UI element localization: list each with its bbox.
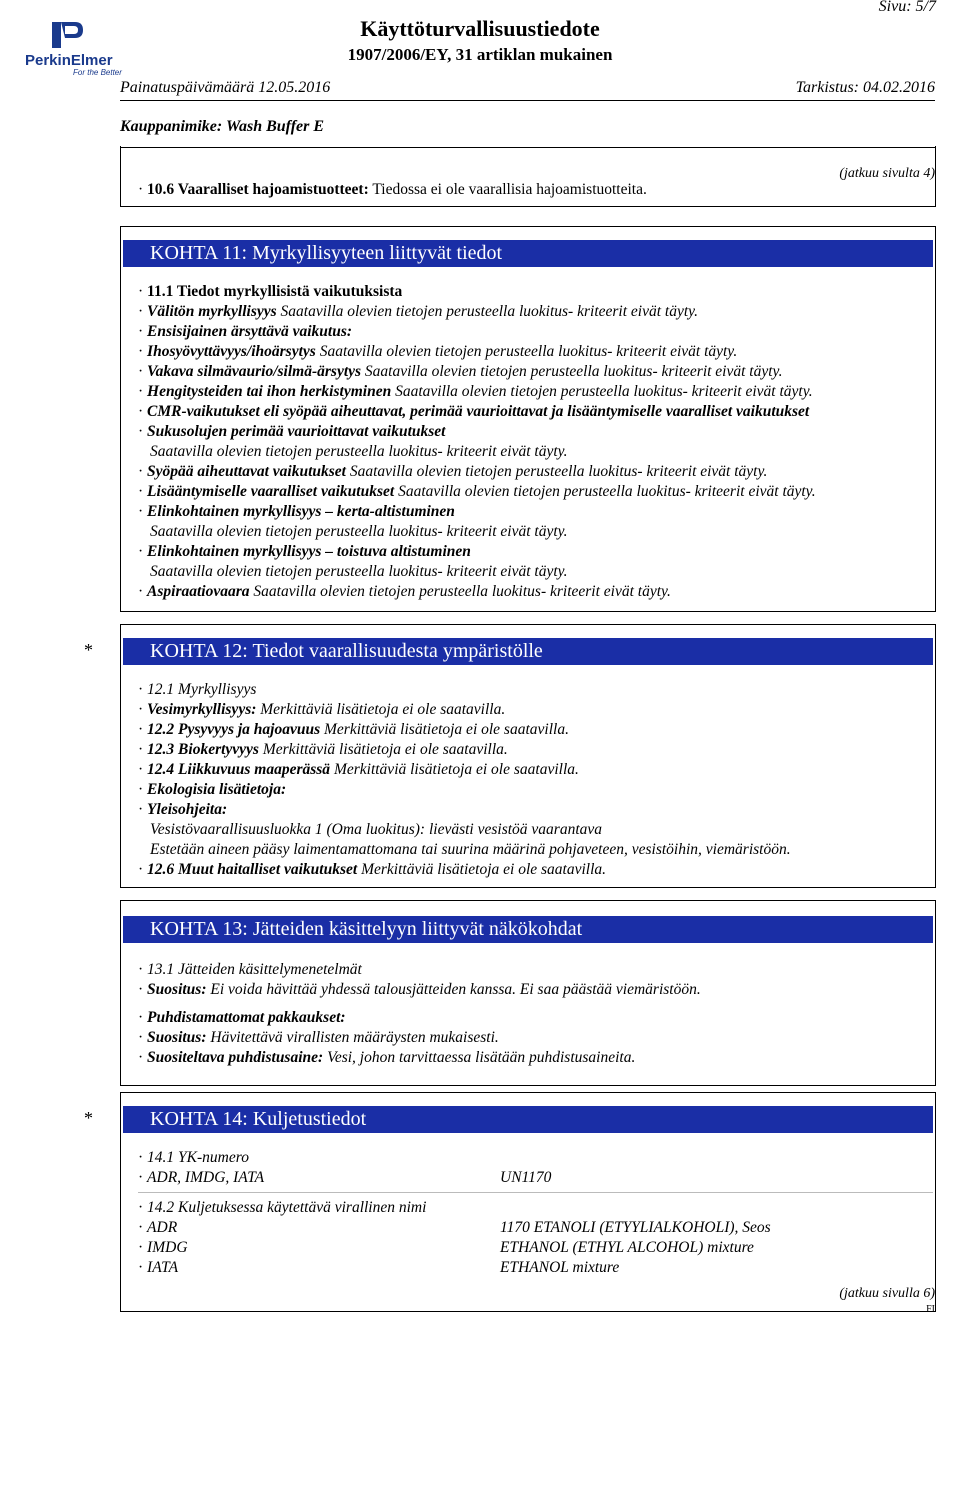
s12-l6: Ekologisia lisätietoja:	[147, 781, 287, 798]
s12-line-2: · Vesimyrkyllisyys: Merkittäviä lisätietoja ei ole saatavilla.	[138, 701, 506, 718]
s13-line-3: · Puhdistamattomat pakkaukset:	[138, 1009, 346, 1026]
s14-line-1: · 14.1 YK-numero	[138, 1149, 249, 1166]
s11-l4b: Saatavilla olevien tietojen perusteella luokitus- kriteerit eivät täyty.	[319, 343, 738, 360]
s14-line-5: · IMDG	[138, 1239, 188, 1256]
page-number: Sivu: 5/7	[878, 0, 936, 15]
section-14-header	[123, 1106, 933, 1133]
s11-line-10: · Syöpää aiheuttavat vaikutukset Saatavilla olevien tietojen perusteella luokitus- kriteerit eivät täyty.	[138, 463, 768, 480]
s11-l12: Elinkohtainen myrkyllisyys – kerta-altistuminen	[147, 503, 455, 520]
s11-l8: Sukusolujen perimää vaurioittavat vaikutukset	[147, 423, 446, 440]
s11-l13: Saatavilla olevien tietojen perusteella luokitus- kriteerit eivät täyty.	[150, 523, 568, 540]
s11-line-12: · Elinkohtainen myrkyllisyys – kerta-altistuminen	[138, 503, 455, 520]
s12-l8: Vesistövaarallisuusluokka 1 (Oma luokitus): lievästi vesistöä vaarantava	[150, 821, 603, 838]
s13-line-1: · 13.1 Jätteiden käsittelymenetelmät	[138, 961, 362, 978]
s14-line-6: · IATA	[138, 1259, 179, 1276]
s11-l6b: Saatavilla olevien tietojen perusteella luokitus- kriteerit eivät täyty.	[395, 383, 813, 400]
s13-line-4: · Suositus: Hävitettävä virallisten määräysten mukaisesti.	[138, 1029, 499, 1046]
s12-l3b: Merkittäviä lisätietoja ei ole saatavilla.	[324, 721, 569, 738]
s11-line-11: · Lisääntymiselle vaaralliset vaikutukset Saatavilla olevien tietojen perusteella luokitus- kriteerit eivät täyty.	[138, 483, 816, 500]
s13-line-5: · Suositeltava puhdistusaine: Vesi, johon tarvittaessa lisätään puhdistusaineita.	[138, 1049, 636, 1066]
s11-l16a: Aspiraatiovaara	[147, 583, 250, 600]
s11-line-5: · Vakava silmävaurio/silmä-ärsytys Saatavilla olevien tietojen perusteella luokitus- kriteerit eivät täyty.	[138, 363, 783, 380]
s13-l5b: Vesi, johon tarvittaessa lisätään puhdistusaineita.	[327, 1049, 636, 1066]
continued-from: (jatkuu sivulta 4)	[839, 166, 935, 181]
s12-l7: Yleisohjeita:	[147, 801, 228, 818]
s12-l10a: 12.6 Muut haitalliset vaikutukset	[147, 861, 358, 878]
s12-line-1: · 12.1 Myrkyllisyys	[138, 681, 257, 698]
header-rule	[120, 100, 935, 101]
s12-l10b: Merkittäviä lisätietoja ei ole saatavilla.	[361, 861, 607, 878]
s11-l3: Ensisijainen ärsyttävä vaikutus:	[147, 323, 353, 340]
s11-line-9	[150, 442, 568, 462]
s11-l11a: Lisääntymiselle vaaralliset vaikutukset	[147, 483, 395, 500]
s12-l4b: Merkittäviä lisätietoja ei ole saatavilla.	[262, 741, 508, 758]
s10-6-text: Tiedossa ei ole vaarallisia hajoamistuotteita.	[372, 181, 647, 198]
s11-l1: 11.1 Tiedot myrkyllisistä vaikutuksista	[147, 283, 403, 300]
s11-line-3: · Ensisijainen ärsyttävä vaikutus:	[138, 323, 353, 340]
logo-text: PerkinElmer	[25, 52, 113, 69]
s11-l5a: Vakava silmävaurio/silmä-ärsytys	[147, 363, 362, 380]
s12-line-10: · 12.6 Muut haitalliset vaikutukset Merkittäviä lisätietoja ei ole saatavilla.	[138, 861, 607, 878]
s11-l10a: Syöpää aiheuttavat vaikutukset	[147, 463, 346, 480]
s11-line-8: · Sukusolujen perimää vaurioittavat vaikutukset	[138, 423, 446, 440]
s14-l3: 14.2 Kuljetuksessa käytettävä virallinen nimi	[147, 1199, 427, 1216]
s12-line-3: · 12.2 Pysyvyys ja hajoavuus Merkittäviä lisätietoja ei ole saatavilla.	[138, 721, 569, 738]
s13-l4b: Hävitettävä virallisten määräysten mukaisesti.	[210, 1029, 499, 1046]
s14-adr-name: 1170 ETANOLI (ETYYLIALKOHOLI), Seos	[500, 1219, 771, 1236]
s12-line-4: · 12.3 Biokertyvyys Merkittäviä lisätietoja ei ole saatavilla.	[138, 741, 508, 758]
s14-l5a: IMDG	[147, 1239, 188, 1256]
s14-un-number: UN1170	[500, 1169, 552, 1186]
s14-l4a: ADR	[147, 1219, 178, 1236]
s14-divider	[138, 1192, 933, 1193]
s11-line-7: · CMR-vaikutukset eli syöpää aiheuttavat, perimää vaurioittavat ja lisääntymiselle vaaralliset vaikutukset	[138, 403, 810, 420]
section-13-header	[123, 916, 933, 943]
s12-l4a: 12.3 Biokertyvyys	[147, 741, 259, 758]
s13-l2b: Ei voida hävittää yhdessä talousjätteiden kanssa. Ei saa päästää viemäristöön.	[210, 981, 701, 998]
continued-next: (jatkuu sivulla 6)	[839, 1286, 935, 1301]
revision-date: Tarkistus: 04.02.2016	[795, 79, 935, 96]
s14-line-3: · 14.2 Kuljetuksessa käytettävä virallinen nimi	[138, 1199, 427, 1216]
s13-l4a: Suositus:	[147, 1029, 207, 1046]
s11-l4a: Ihosyövyttävyys/ihoärsytys	[147, 343, 316, 360]
s11-l7: CMR-vaikutukset eli syöpää aiheuttavat, perimää vaurioittavat ja lisääntymiselle vaaralliset vaikutukset	[147, 403, 810, 420]
s13-l1: 13.1 Jätteiden käsittelymenetelmät	[147, 961, 362, 978]
s11-line-15	[150, 562, 568, 582]
product-name: Kauppanimike: Wash Buffer E	[120, 118, 325, 135]
s12-change-marker: *	[84, 640, 93, 660]
s12-l5a: 12.4 Liikkuvuus maaperässä	[147, 761, 331, 778]
s11-line-2: · Välitön myrkyllisyys Saatavilla olevien tietojen perusteella luokitus- kriteerit eivät täyty.	[138, 303, 699, 320]
s12-line-6: · Ekologisia lisätietoja:	[138, 781, 287, 798]
section-13-title: KOHTA 13: Jätteiden käsittelyyn liittyvät näkökohdat	[150, 918, 583, 940]
s11-line-6: · Hengitysteiden tai ihon herkistyminen Saatavilla olevien tietojen perusteella luokitus- kriteerit eivät täyty.	[138, 383, 813, 400]
s11-l15: Saatavilla olevien tietojen perusteella luokitus- kriteerit eivät täyty.	[150, 563, 568, 580]
language-code: FI	[926, 1304, 935, 1315]
document-subtitle: 1907/2006/EY, 31 artiklan mukainen	[347, 45, 613, 64]
s10-6-label: 10.6 Vaaralliset hajoamistuotteet:	[147, 181, 369, 198]
s12-line-9	[150, 840, 791, 860]
s12-l3a: 12.2 Pysyvyys ja hajoavuus	[147, 721, 321, 738]
s10-6-line: · 10.6 Vaaralliset hajoamistuotteet: Tiedossa ei ole vaarallisia hajoamistuotteita.	[138, 181, 647, 198]
print-date: Painatuspäivämäärä 12.05.2016	[120, 79, 331, 96]
s13-l5a: Suositeltava puhdistusaine:	[147, 1049, 324, 1066]
logo-tagline: For the Better	[73, 68, 122, 77]
s14-iata-name: ETHANOL mixture	[500, 1259, 620, 1276]
s12-l2b: Merkittäviä lisätietoja ei ole saatavilla.	[260, 701, 506, 718]
s11-line-4: · Ihosyövyttävyys/ihoärsytys Saatavilla olevien tietojen perusteella luokitus- kriteerit eivät täyty.	[138, 343, 738, 360]
section-11-header	[123, 240, 933, 267]
s11-line-1: · 11.1 Tiedot myrkyllisistä vaikutuksista	[138, 283, 403, 300]
s12-line-8	[150, 820, 602, 840]
s11-line-14: · Elinkohtainen myrkyllisyys – toistuva altistuminen	[138, 543, 471, 560]
document-title: Käyttöturvallisuustiedote	[360, 16, 600, 41]
s11-l9: Saatavilla olevien tietojen perusteella luokitus- kriteerit eivät täyty.	[150, 443, 568, 460]
s12-l2a: Vesimyrkyllisyys:	[147, 701, 257, 718]
section-12-header	[123, 638, 933, 665]
s12-l1: 12.1 Myrkyllisyys	[147, 681, 257, 698]
s11-l2b: Saatavilla olevien tietojen perusteella luokitus- kriteerit eivät täyty.	[280, 303, 699, 320]
s14-change-marker: *	[84, 1108, 93, 1128]
s12-l9: Estetään aineen pääsy laimentamattomana tai suurina määrinä pohjaveteen, vesistöihin, viemäristöön.	[150, 841, 791, 858]
s11-l16b: Saatavilla olevien tietojen perusteella luokitus- kriteerit eivät täyty.	[253, 583, 671, 600]
s11-line-16: · Aspiraatiovaara Saatavilla olevien tietojen perusteella luokitus- kriteerit eivät täyty.	[138, 583, 671, 600]
s11-l14: Elinkohtainen myrkyllisyys – toistuva altistuminen	[147, 543, 471, 560]
s14-line-2: · ADR, IMDG, IATA	[138, 1169, 265, 1186]
s11-l2a: Välitön myrkyllisyys	[147, 303, 277, 320]
s11-l6a: Hengitysteiden tai ihon herkistyminen	[147, 383, 392, 400]
section-14-title: KOHTA 14: Kuljetustiedot	[150, 1108, 367, 1130]
s13-l2a: Suositus:	[147, 981, 207, 998]
s11-l11b: Saatavilla olevien tietojen perusteella luokitus- kriteerit eivät täyty.	[398, 483, 816, 500]
s12-line-7: · Yleisohjeita:	[138, 801, 228, 818]
section-12-title: KOHTA 12: Tiedot vaarallisuudesta ympäristölle	[150, 640, 543, 662]
s12-l5b: Merkittäviä lisätietoja ei ole saatavilla.	[333, 761, 579, 778]
s11-line-13	[150, 522, 568, 542]
s11-l10b: Saatavilla olevien tietojen perusteella luokitus- kriteerit eivät täyty.	[349, 463, 768, 480]
s12-line-5: · 12.4 Liikkuvuus maaperässä Merkittäviä lisätietoja ei ole saatavilla.	[138, 761, 579, 778]
s14-imdg-name: ETHANOL (ETHYL ALCOHOL) mixture	[500, 1239, 754, 1256]
s14-line-4: · ADR	[138, 1219, 178, 1236]
s11-l5b: Saatavilla olevien tietojen perusteella luokitus- kriteerit eivät täyty.	[364, 363, 783, 380]
s14-l1: 14.1 YK-numero	[147, 1149, 249, 1166]
s14-l2a: ADR, IMDG, IATA	[147, 1169, 265, 1186]
section-11-title: KOHTA 11: Myrkyllisyyteen liittyvät tiedot	[150, 242, 503, 264]
s14-l6a: IATA	[147, 1259, 179, 1276]
s13-l3: Puhdistamattomat pakkaukset:	[147, 1009, 346, 1026]
s13-line-2: · Suositus: Ei voida hävittää yhdessä talousjätteiden kanssa. Ei saa päästää viemäristöön.	[138, 981, 701, 998]
